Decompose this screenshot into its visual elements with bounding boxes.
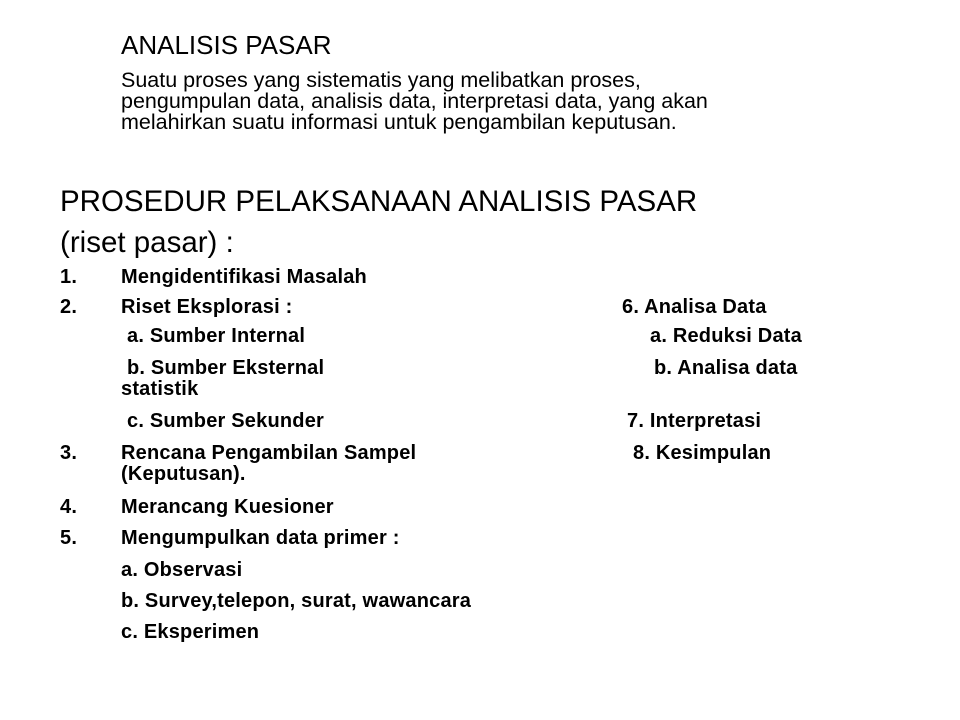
step-2-text: Riset Eksplorasi : [121, 296, 293, 318]
step-6-sub-a: a. Reduksi Data [650, 325, 802, 347]
step-3-text: Rencana Pengambilan Sampel [121, 442, 417, 464]
step-5-sub-b: b. Survey,telepon, surat, wawancara [121, 590, 472, 612]
step-2-sub-b: b. Sumber Eksternal [127, 357, 325, 379]
step-number: 3. [60, 442, 78, 464]
step-6-text: 6. Analisa Data [622, 296, 767, 318]
step-3-text-cont: (Keputusan). [121, 463, 246, 485]
step-number: 2. [60, 296, 78, 318]
step-4-text: Merancang Kuesioner [121, 496, 334, 518]
step-5-sub-a: a. Observasi [121, 559, 243, 581]
step-number: 1. [60, 266, 78, 288]
step-number: 4. [60, 496, 78, 518]
procedure-heading: PROSEDUR PELAKSANAAN ANALISIS PASAR [60, 185, 698, 218]
step-2-sub-c: c. Sumber Sekunder [127, 410, 324, 432]
section-title: ANALISIS PASAR [121, 30, 332, 60]
definition-line: melahirkan suatu informasi untuk pengambilan keputusan. [121, 110, 677, 134]
definition-line: pengumpulan data, analisis data, interpretasi data, yang akan [121, 89, 708, 113]
step-5-sub-c: c. Eksperimen [121, 621, 260, 643]
step-number: 5. [60, 527, 78, 549]
step-2-sub-a: a. Sumber Internal [127, 325, 306, 347]
step-7-text: 7. Interpretasi [627, 410, 762, 432]
step-6-sub-b-cont: statistik [121, 378, 199, 400]
step-8-text: 8. Kesimpulan [633, 442, 772, 464]
procedure-heading-subtitle: (riset pasar) : [60, 226, 234, 259]
step-6-sub-b: b. Analisa data [654, 357, 798, 379]
definition-paragraph [121, 70, 708, 133]
step-5-text: Mengumpulkan data primer : [121, 527, 400, 549]
definition-line: Suatu proses yang sistematis yang melibatkan proses, [121, 68, 641, 92]
step-1-text: Mengidentifikasi Masalah [121, 266, 367, 288]
